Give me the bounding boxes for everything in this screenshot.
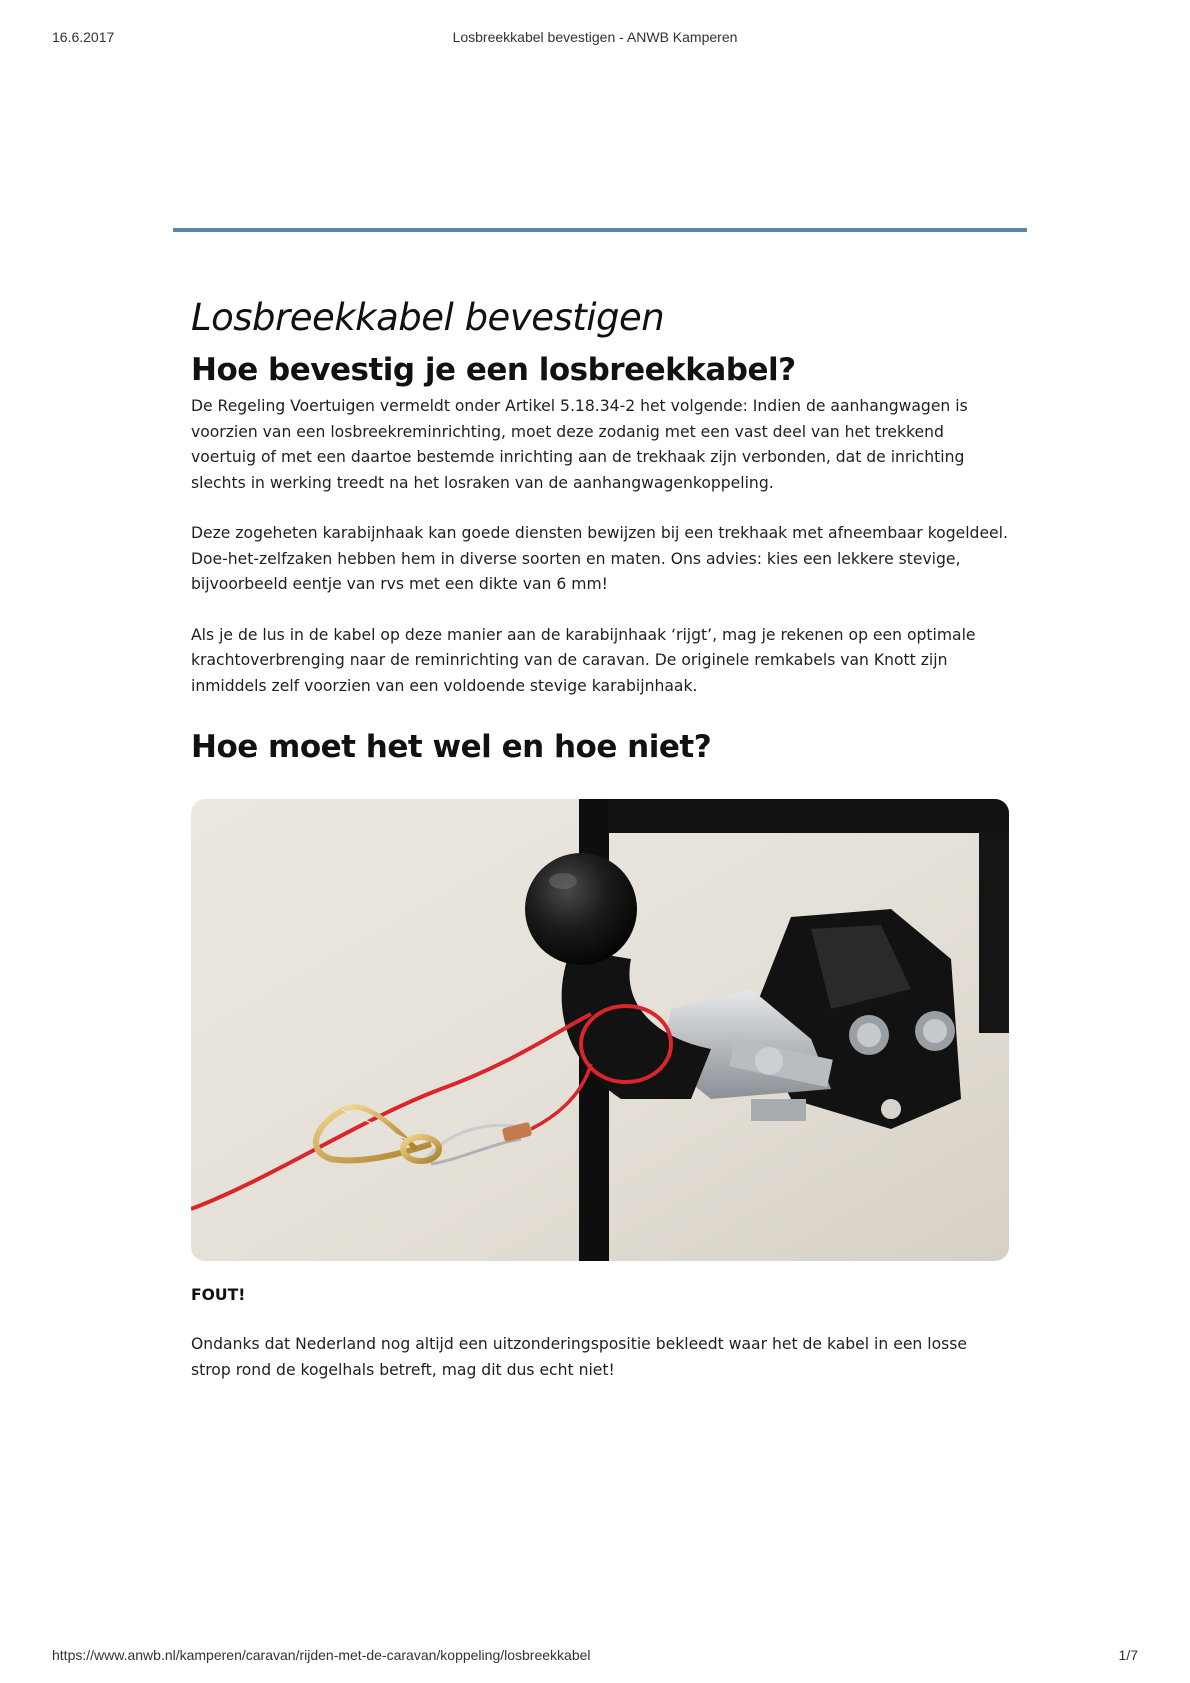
print-page-title: Losbreekkabel bevestigen - ANWB Kamperen (452, 29, 738, 45)
paragraph-threading: Als je de lus in de kabel op deze manier aan de karabijnhaak ‘rijgt’, mag je rekenen op een optimale krachtoverbrenging naar de reminrichting van de caravan. De originele remkabels van Knott zijn inmiddels zelf voorzien van een voldoende stevige karabijnhaak. (191, 625, 976, 695)
print-url: https://www.anwb.nl/kamperen/caravan/rijden-met-de-caravan/koppeling/losbreekkabel (52, 1647, 591, 1663)
paragraph-carabiner: Deze zogeheten karabijnhaak kan goede diensten bewijzen bij een trekhaak met afneembaar kogeldeel. Doe-het-zelfzaken hebben hem in diverse soorten en maten. Ons advies: kies een lekkere stevige, bijvoorbeeld eentje van rvs met een dikte van 6 mm! (191, 524, 1008, 593)
print-date: 16.6.2017 (52, 29, 115, 45)
paragraph-regulation: De Regeling Voertuigen vermeldt onder Artikel 5.18.34-2 het volgende: Indien de aanhangwagen is voorzien van een losbreekreminrichting, moet deze zodanig met een vast deel van het trekkend voertuig of met een daartoe bestemde inrichting aan de trekhaak zijn verbonden, dat de inrichting slechts in werking treedt na het losraken van de aanhangwagenkoppeling. (191, 397, 968, 492)
section-heading-how-to-attach: Hoe bevestig je een losbreekkabel? (191, 352, 796, 388)
article-title: Losbreekkabel bevestigen (191, 296, 665, 339)
print-header (52, 29, 1138, 49)
print-footer (52, 1647, 1138, 1667)
photo-caption: FOUT! (191, 1286, 246, 1304)
article (191, 290, 1011, 1383)
section-heading-right-wrong: Hoe moet het wel en hoe niet? (191, 729, 712, 765)
paragraph-closing: Ondanks dat Nederland nog altijd een uitzonderingspositie bekleedt waar het de kabel in een losse strop rond de kogelhals betreft, mag dit dus echt niet! (191, 1335, 967, 1379)
tow-hook-photo (191, 799, 1009, 1261)
header-divider (173, 228, 1027, 232)
print-page-number: 1/7 (1118, 1647, 1138, 1663)
